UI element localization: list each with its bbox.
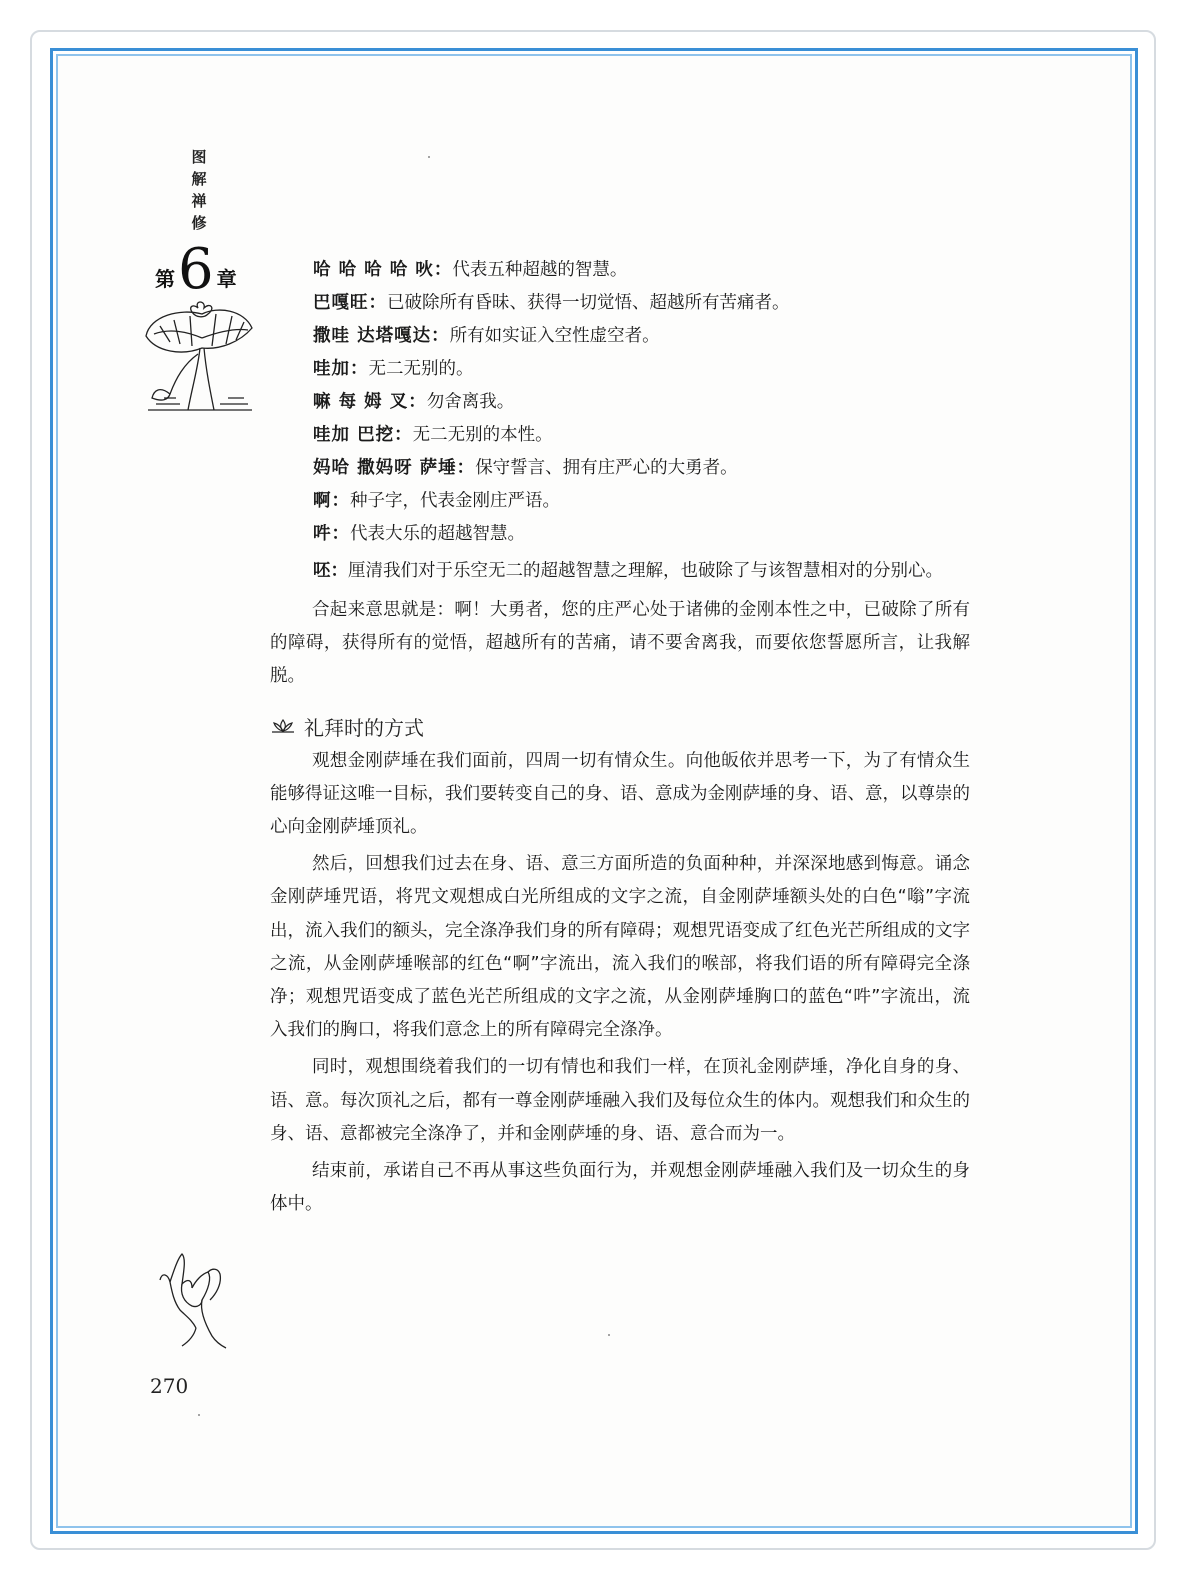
scan-speck: [428, 156, 430, 158]
chapter-prefix: 第: [155, 267, 175, 291]
definition-term: 啊：: [313, 491, 350, 511]
body-paragraph: 然后，回想我们过去在身、语、意三方面所造的负面种种，并深深地感到悔意。诵念金刚萨埵咒语，将咒文观想成白光所组成的文字之流，自金刚萨埵额头处的白色“嗡”字流出，流入我们的额头，完全涤净我们身的所有障碍；观想咒语变成了红色光芒所组成的文字之流，从金刚萨埵喉部的红色“啊”字流出，流入我们的喉部，将我们语的所有障碍完全涤净；观想咒语变成了蓝色光芒所组成的文字之流，从金刚萨埵胸口的蓝色“吽”字流出，流入我们的胸口，将我们意念上的所有障碍完全涤净。: [270, 854, 970, 1041]
definition-text: 已破除所有昏昧、获得一切觉悟、超越所有苦痛者。: [387, 293, 790, 313]
body-paragraph: 观想金刚萨埵在我们面前，四周一切有情众生。向他皈依并思考一下，为了有情众生能够得证这唯一目标，我们要转变自己的身、语、意成为金刚萨埵的身、语、意，以尊崇的心向金刚萨埵顶礼。: [270, 750, 970, 838]
definition-text: 代表五种超越的智慧。: [452, 260, 628, 280]
definition-term: 妈哈 撒妈呀 萨埵：: [313, 458, 476, 478]
definition-text: 种子字，代表金刚庄严语。: [350, 491, 560, 511]
definition-term: 哈 哈 哈 哈 吙：: [313, 260, 453, 280]
definition-term: 吽：: [313, 524, 350, 544]
definition-line: [313, 324, 970, 348]
section-title: 礼拜时的方式: [304, 715, 424, 740]
book-title-char: 修: [191, 214, 207, 232]
mudra-hands-icon: [152, 1250, 232, 1350]
scan-speck: [198, 1414, 200, 1416]
page-number: 270: [150, 1374, 189, 1398]
definition-line: [313, 522, 970, 546]
definition-text: 所有如实证入空性虚空者。: [449, 326, 660, 346]
definition-text: 无二无别的。: [368, 359, 474, 379]
chapter-label: [155, 237, 237, 302]
chapter-suffix: 章: [216, 267, 237, 291]
definition-term: 撒哇 达塔嘎达：: [313, 326, 450, 346]
definition-text: 无二无别的本性。: [412, 425, 553, 445]
definition-term: 巴嘎旺：: [313, 293, 387, 313]
definition-line: [313, 489, 970, 513]
body-paragraph: 同时，观想围绕着我们的一切有情也和我们一样，在顶礼金刚萨埵，净化自身的身、语、意。每次顶礼之后，都有一尊金刚萨埵融入我们及每位众生的体内。观想我们和众生的身、语、意都被完全涤净了，并和金刚萨埵的身、语、意合而为一。: [270, 1057, 970, 1144]
definition-text: 勿舍离我。: [426, 392, 515, 412]
summary-paragraph: 合起来意思就是：啊！大勇者，您的庄严心处于诸佛的金刚本性之中，已破除了所有的障碍，获得所有的觉悟，超越所有的苦痛，请不要舍离我，而要依您誓愿所言，让我解脱。: [270, 600, 970, 687]
definition-text: 厘清我们对于乐空无二的超越智慧之理解，也破除了与该智慧相对的分别心。: [348, 561, 943, 581]
body-paragraph: 结束前，承诺自己不再从事这些负面行为，并观想金刚萨埵融入我们及一切众生的身体中。: [270, 1161, 970, 1215]
definition-line: [270, 555, 970, 588]
definition-term: 呸：: [313, 561, 348, 581]
definition-line: [313, 258, 970, 282]
book-title-char: 图: [191, 148, 207, 166]
definition-text: 代表大乐的超越智慧。: [350, 524, 525, 544]
book-title-vertical: [188, 146, 210, 234]
definition-term: 嘛 每 姆 叉：: [313, 392, 427, 412]
book-title-char: 解: [191, 170, 207, 188]
scan-speck: [608, 1334, 610, 1336]
definition-text: 保守誓言、拥有庄严心的大勇者。: [475, 458, 738, 478]
section-heading: [270, 712, 970, 741]
definition-term: 哇加：: [313, 359, 369, 379]
book-title-char: 禅: [191, 192, 207, 210]
definition-line: [313, 423, 970, 447]
definition-line: [313, 456, 970, 480]
main-text: [270, 258, 970, 1225]
lotus-illustration-icon: [140, 298, 260, 418]
definition-term: 哇加 巴挖：: [313, 425, 413, 445]
definition-line: [313, 390, 970, 414]
lotus-bullet-icon: [270, 718, 296, 734]
chapter-number: 6: [178, 237, 214, 302]
definition-line: [313, 357, 970, 381]
definition-line: [313, 291, 970, 315]
